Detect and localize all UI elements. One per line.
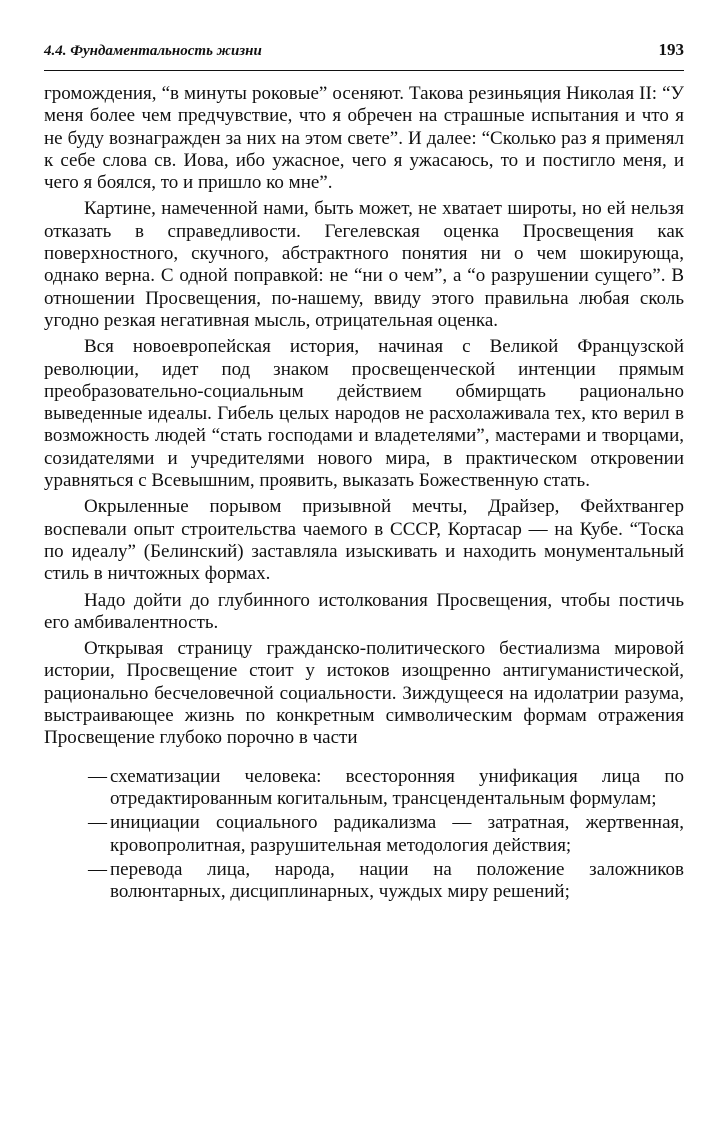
list-item <box>88 859 684 904</box>
list-dash: — <box>88 858 107 880</box>
paragraph: Открывая страницу гражданско-политического бестиализма мировой истории, Просвещение стоит у истоков изощренно антигуманистической, рационально бесчеловечной социальности. Зиждущееся на идолатрии разума, выстраивающее жизнь по конкретным символическим формам отражения Просвещение глубоко порочно в части <box>44 638 684 749</box>
paragraph: Надо дойти до глубинного истолкования Просвещения, чтобы постичь его амбивалентность. <box>44 589 684 633</box>
dash-list <box>44 766 684 904</box>
body-text <box>44 83 684 903</box>
section-title: 4.4. Фундаментальность жизни <box>44 43 262 59</box>
list-dash: — <box>88 765 107 787</box>
list-item-text: инициации социального радикализма — затратная, жертвенная, кровопролитная, разрушительная методология действия; <box>110 812 684 856</box>
page-number: 193 <box>658 40 684 59</box>
list-item <box>88 812 684 857</box>
running-header <box>44 40 684 71</box>
list-item-text: схематизации человека: всесторонняя унификация лица по отредактированным когитальным, трансцендентальным формулам; <box>110 765 684 809</box>
list-item-text: перевода лица, народа, нации на положение заложников волюнтарных, дисциплинарных, чуждых миру решений; <box>110 858 684 903</box>
paragraph: Окрыленные порывом призывной мечты, Драйзер, Фейхтвангер воспевали опыт строительства чаемого в СССР, Кортасар — на Кубе. “Тоска по идеалу” (Белинский) заставляла изыскивать и находить монументальный стиль в ничтожных формах. <box>44 496 684 585</box>
paragraph: Картине, намеченной нами, быть может, не хватает широты, но ей нельзя отказать в справедливости. Гегелевская оценка Просвещения как поверхностного, скучного, абстрактного понятия ни о чем шокирующа, однако верна. С одной поправкой: не “ни о чем”, а “о разрушении сущего”. В отношении Просвещения, по-нашему, ввиду этого правильна любая сколь угодно резкая негативная мысль, отрицательная оценка. <box>44 198 684 331</box>
list-dash: — <box>88 812 107 834</box>
paragraph: Вся новоевропейская история, начиная с Великой Французской революции, идет под знаком просвещенческой интенции прямым преобразовательно-социальным действием обмирщать рационально выведенные идеалы. Гибель целых народов не расхолаживала тех, кто верил в возможность людей “стать господами и владетелями”, мастерами и творцами, созидателями и учредителями нового мира, в практическом откровении уравняться с Всевышним, проявить, выказать Божественную стать. <box>44 336 684 492</box>
list-item <box>88 766 684 811</box>
book-page <box>44 40 684 905</box>
paragraph: громождения, “в минуты роковые” осеняют. Такова резиньяция Николая II: “У меня более чем предчувствие, что я обречен на страшные испытания и что я не буду вознагражден за них на этом свете”. И далее: “Сколько раз я применял к себе слова св. Иова, ибо ужасное, чего я ужасаюсь, то и постигло меня, и чего я боялся, то и пришло ко мне”. <box>44 83 684 194</box>
